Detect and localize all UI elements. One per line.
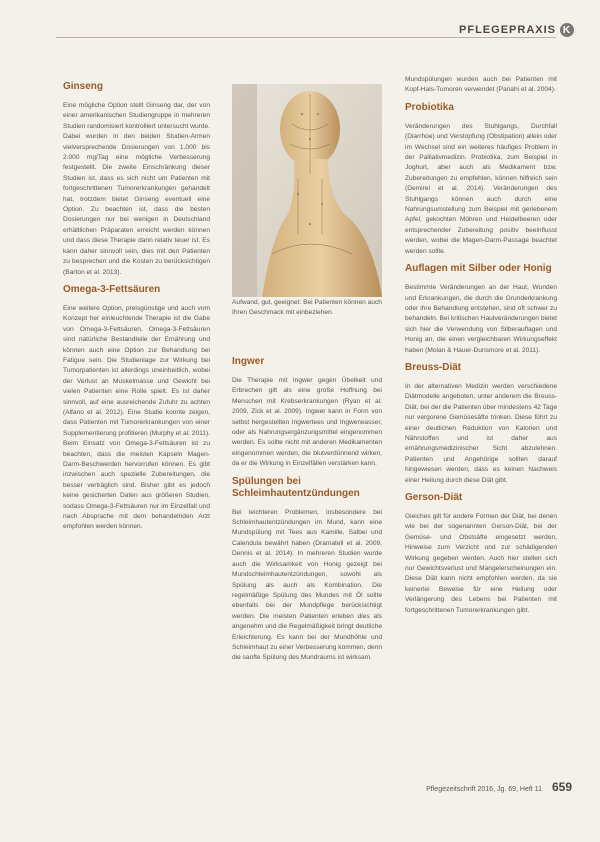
paragraph-silber-honig: Bestimmte Veränderungen an der Haut, Wunden und Erkrankungen, die durch die Grunderkrankung oder ihre Behandlung entstehen, sind oft schwer zu behandeln. Bei kritischen Hautveränderungen bietet sich hier die Verwendung von Silberauflagen und Honig an, die einen vergleichbaren Wirkungseffekt haben (Molan & Hauer-Dunsmore et al. 2011). bbox=[405, 284, 557, 354]
heading-ingwer: Ingwer bbox=[232, 356, 265, 367]
header-rule bbox=[56, 37, 556, 38]
section-title: PFLEGEPRAXIS bbox=[459, 24, 556, 36]
heading-silber-honig: Auflagen mit Silber oder Honig bbox=[405, 263, 552, 275]
column-1 bbox=[63, 75, 210, 772]
mannequin-photo bbox=[232, 84, 382, 297]
heading-spuelungen: Spülungen bei Schleimhautentzündungen bbox=[232, 475, 360, 499]
section-label bbox=[459, 23, 574, 37]
paragraph-spuelungen: Bei leichteren Problemen, insbesondere bei Schleimhautentzündungen im Mund, kann eine Mundspülung mit Tees aus Kamille, Salbei und Calendula bewährt haben (Dramatell et al. 2009, Dennis et al. 2014). In mehreren Studien wurde auch die Wirksamkeit von Honig gezeigt bei Mundschleimhautentzündungen, sowohl als Spülung als auch als Kombination. Die regelmäßige Spülung des Mundes mit Öl sollte ebenfalls bei der Mundpflege berücksichtigt werden. Die meisten Patienten erleben dies als angenehm und die Regelmäßigkeit bringt deutliche Erleichterung. Es kann bei der Mundhöhle und Schleimhaut zu einer Verbesserung kommen, denn die sanfte Spülung des Mundraums ist wirksam. bbox=[232, 508, 382, 662]
journal-citation: Pflegezeitschrift 2016, Jg. 69, Heft 11 bbox=[426, 786, 542, 793]
heading-ginseng: Ginseng bbox=[63, 81, 104, 92]
heading-gerson: Gerson-Diät bbox=[405, 492, 463, 503]
heading-breuss: Breuss-Diät bbox=[405, 361, 462, 373]
paragraph-probiotika: Veränderungen des Stuhlgangs, Durchfall (Diarrhoe) und Verstopfung (Obstipation) allein oder im Wechsel sind ein weiteres häufiges Problem in der Palliativmedizin. Probiotika, zum Beispiel in Joghurt, aber auch als Medikament bzw. Zubereitungen zu empfehlen, können hilfreich sein (Demirel et al. 2014). Veränderungen des Stuhlgangs können auch durch eine Nahrungsumstellung zum Beispiel mit geriebenem Apfel, gekochten Möhren und Heidelbeeren oder entsprechender Zubereitung positiv beeinflusst werden, wobei die Magen-Darm-Passage beachtet werden sollte. bbox=[405, 122, 557, 255]
page-footer bbox=[426, 780, 572, 794]
paragraph-col3-top: Mundspülungen wurden auch bei Patienten mit Kopf-Hals-Tumoren verwendet (Panahi et al. 2004). bbox=[405, 76, 557, 94]
paragraph-breuss: In der alternativen Medizin werden verschiedene Diätmodelle angeboten, unter anderem die Breuss-Diät, bei der die Patienten über mindestens 42 Tage nur vergorene Gemüsesäfte trinken. Diese führt zu einer deutlichen Reduktion von Kalorien und Nährstoffen und ist daher aus ernährungsmedizinischer Sicht abzulehnen. Patienten und Angehörige sollten darauf hingewiesen werden, dass es keinen Nachweis einer Heilung durch diese Diät gibt. bbox=[405, 382, 557, 484]
column-3 bbox=[405, 75, 557, 772]
paragraph-ingwer: Die Therapie mit Ingwer gegen Übelkeit und Erbrechen gilt als eine große Hoffnung bei Menschen mit Krebserkrankungen (Ryan et al. 2009, Zick et al. 2009). Ingwer kann in Form von selbst hergestellten Ingwertees und Ingwerwasser, oder als Nahrungsergänzungsmittel eingenommen werden. Es sollte nicht mit anderen Medikamenten eingenommen werden, die blutverdünnend wirken, da er die Wirkung in Einzelfällen verstärken kann. bbox=[232, 377, 382, 468]
heading-omega: Omega-3-Fettsäuren bbox=[63, 283, 161, 295]
paragraph-omega: Eine weitere Option, preisgünstige und auch vom Konzept her einleuchtende Therapie ist die Gabe von Omega-3-Fettsäuren. Omega-3-Fettsäuren sind natürliche Bestandteile der Ernährung und können auch eine Option zur Behandlung bei Fatigue sein. Die Studienlage zur Wirkung bei Tumorpatienten ist allerdings uneinheitlich, wobei der Verlust an Muskelmasse und Gewicht bei vielen Patienten eine Rolle spielt. Es ist daher sinnvoll, auf eine ausreichende Zufuhr zu achten (Alfano et al. 2012). Eine Studie konnte zeigen, dass Patienten mit Tumorerkrankungen von einer Supplementierung profitieren (Murphy et al. 2011). Beim Einsatz von Omega-3-Fettsäuren ist zu beachten, dass die meisten Kapseln Magen-Darm-Beschwerden hervorrufen können. Es gibt inzwischen auch spezielle Zubereitungen, die besser verträglich sind. Bisher gibt es jedoch keine gesicherten Daten aus größeren Studien, sodass Omega-3-Fettsäuren nur im Einzelfall und nach Absprache mit dem behandelnden Arzt empfohlen werden können. bbox=[63, 304, 210, 531]
section-k-icon: K bbox=[560, 23, 574, 37]
heading-probiotika: Probiotika bbox=[405, 101, 454, 113]
column-2 bbox=[232, 350, 382, 772]
figure-caption: Aufwand, gut, geeignet: Bei Patienten können auch Ihren Geschmack mit einbeziehen. bbox=[232, 299, 382, 316]
paragraph-gerson: Gleiches gilt für andere Formen der Diät, bei denen wie bei der sogenannten Gerson-Diät, bei der Gemüse- und Obstsäfte eingesetzt werden, Hinweise zum Verzicht und zur schädigenden Wirkung gegeben werden. Auch hier stellen sich nur Gewichtsverlust und Mangelerscheinungen ein. Diese Diät kann nicht empfohlen werden, da sie keinerlei Beweise für eine Heilung oder Verlängerung des Lebens bei Patienten mit fortgeschrittenen Tumorerkrankungen gibt. bbox=[405, 513, 557, 614]
page-number: 659 bbox=[551, 780, 572, 794]
paragraph-ginseng: Eine mögliche Option stellt Ginseng dar, der von einer amerikanischen Studiengruppe in mehreren Studien randomisiert kontrolliert untersucht wurde. Dabei wurden in den beiden Studien-Armen vielversprechende Dosierungen von 1.000 bis 2.000 mg/Tag eine mögliche Verbesserung festgestellt. Die zweite Einschränkung dieser Studien ist, dass es sich nicht um Patienten mit fortgeschrittenen Tumorerkrankungen gehandelt hat, trotzdem bietet Ginseng eventuell eine Option. Zu beachten ist, dass die besten Dosierungen nur bei wenigen in Deutschland erhältlichen Präparaten erreicht werden können und dass diese Therapie dann relativ teuer ist. Es kann daher sinnvoll sein, dies mit den Patienten zu besprechen und die Kosten zu berücksichtigen (Barton et al. 2013). bbox=[63, 102, 210, 276]
